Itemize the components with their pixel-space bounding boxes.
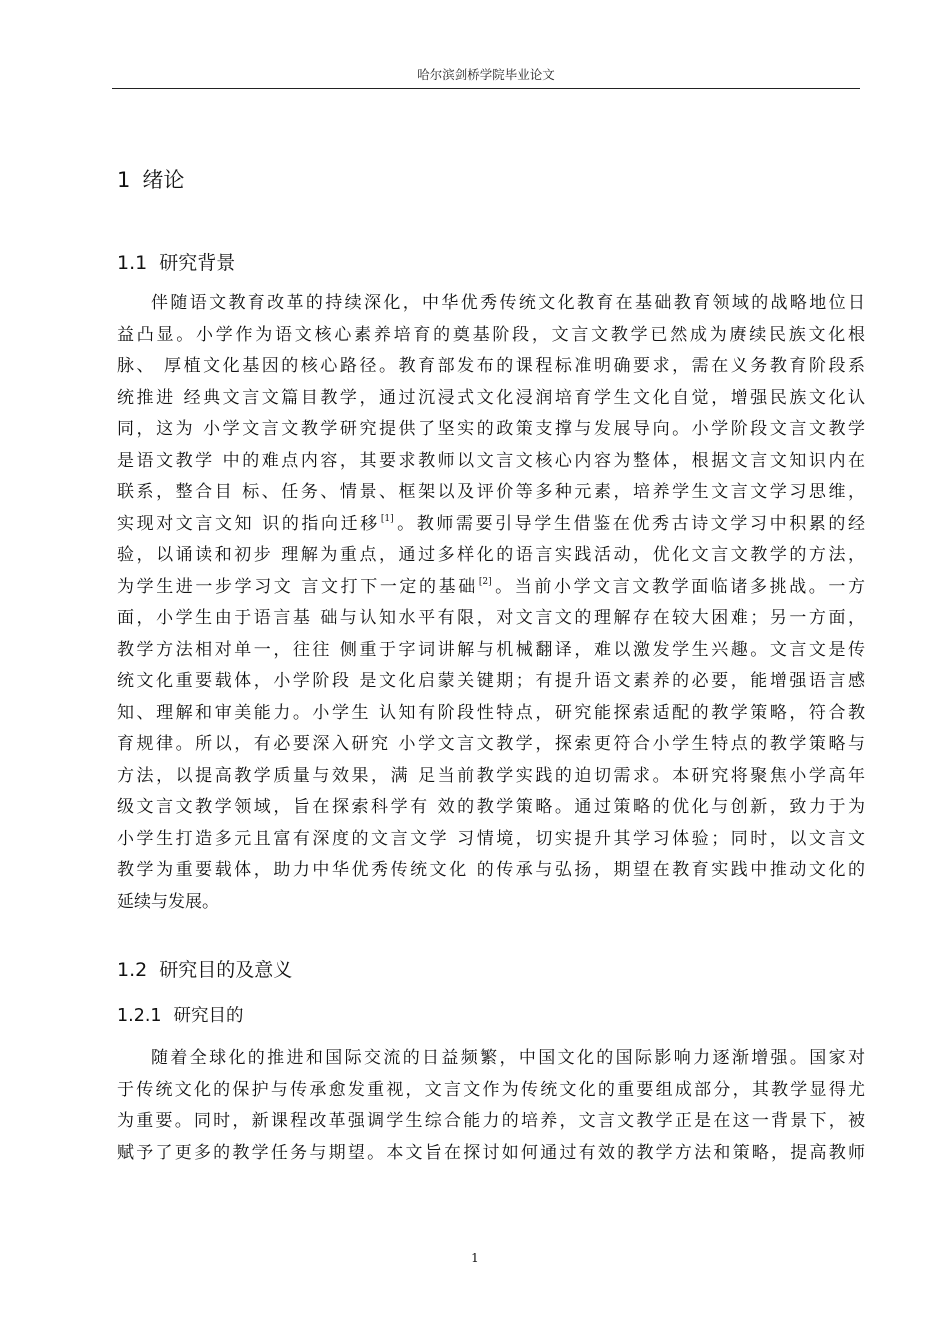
- text-span: 。教师需要引导学生借鉴在优秀古诗文学习中积累的经: [394, 513, 865, 534]
- text-line: 为重要。同时，新课程改革强调学生综合能力的培养，文言文教学正是在这一背景下，被: [117, 1111, 865, 1131]
- subsection-title: 研究目的: [173, 1006, 244, 1026]
- section-heading-1-1: [117, 250, 235, 276]
- text-span: 。当前小学文言文教学面临诸多挑战。一方: [492, 576, 865, 597]
- text-line: 面，小学生由于语言基 础与认知水平有限，对文言文的理解存在较大困难；另一方面，: [117, 608, 865, 628]
- text-line: 小学生打造多元且富有深度的文言文学 习情境，切实提升其学习体验；同时，以文言文: [117, 828, 865, 849]
- purpose-paragraph: [117, 1043, 865, 1169]
- chapter-title: 绪论: [142, 168, 185, 192]
- subsection-number: 1.2.1: [117, 1006, 162, 1026]
- text-line: 赋予了更多的教学任务与期望。本文旨在探讨如何通过有效的教学方法和策略，提高教师: [117, 1142, 865, 1163]
- text-line: 延续与发展。: [117, 891, 219, 912]
- section-heading-1-2: [117, 957, 292, 983]
- text-line: 是语文教学 中的难点内容，其要求教师以文言文核心内容为整体，根据文言文知识内在: [117, 450, 865, 471]
- citation-2[interactable]: [2]: [478, 576, 492, 587]
- text-line: 级文言文教学领域，旨在探索科学有 效的教学策略。通过策略的优化与创新，致力于为: [117, 797, 865, 817]
- text-line: 验，以诵读和初步 理解为重点，通过多样化的语言实践活动，优化文言文教学的方法，: [117, 545, 865, 565]
- text-line: 同，这为 小学文言文教学研究提供了坚实的政策支撑与发展导向。小学阶段文言文教学: [117, 419, 865, 439]
- text-span: 为学生进一步学习文 言文打下一定的基础: [117, 576, 478, 597]
- text-line: 脉、 厚植文化基因的核心路径。教育部发布的课程标准明确要求，需在义务教育阶段系: [117, 356, 865, 376]
- text-line-with-citation: [117, 572, 865, 604]
- page-number: 1: [471, 1251, 479, 1265]
- section-title: 研究背景: [159, 252, 236, 274]
- header-title: 哈尔滨剑桥学院毕业论文: [417, 67, 555, 82]
- section-number: 1.1: [117, 252, 148, 274]
- chapter-number: 1: [117, 168, 131, 192]
- text-line: 联系，整合目 标、任务、情景、框架以及评价等多种元素，培养学生文言文学习思维，: [117, 482, 865, 502]
- citation-1[interactable]: [1]: [380, 513, 394, 524]
- text-line: 于传统文化的保护与传承愈发重视，文言文作为传统文化的重要组成部分，其教学显得尤: [117, 1079, 865, 1100]
- background-paragraph: [117, 288, 865, 918]
- subsection-heading-1-2-1: [117, 1004, 244, 1028]
- text-line: 教学方法相对单一，往往 侧重于字词讲解与机械翻译，难以激发学生兴趣。文言文是传: [117, 639, 865, 660]
- chapter-heading: [117, 166, 184, 194]
- page-header: [112, 66, 860, 89]
- text-line: 随着全球化的推进和国际交流的日益频繁，中国文化的国际影响力逐渐增强。国家对: [151, 1048, 865, 1068]
- section-title: 研究目的及意义: [159, 959, 293, 981]
- text-span: 实现对文言文知 识的指向迁移: [117, 513, 380, 534]
- text-line: 统推进 经典文言文篇目教学，通过沉浸式文化浸润培育学生文化自觉，增强民族文化认: [117, 387, 865, 408]
- text-line: 伴随语文教育改革的持续深化，中华优秀传统文化教育在基础教育领域的战略地位日: [151, 293, 865, 313]
- text-line: 统文化重要载体，小学阶段 是文化启蒙关键期；有提升语文素养的必要，能增强语言感: [117, 671, 865, 691]
- text-line: 教学为重要载体，助力中华优秀传统文化 的传承与弘扬，期望在教育实践中推动文化的: [117, 860, 865, 880]
- section-number: 1.2: [117, 959, 148, 981]
- text-line: 方法，以提高教学质量与效果，满 足当前教学实践的迫切需求。本研究将聚焦小学高年: [117, 765, 865, 786]
- text-line-with-citation: [117, 509, 865, 541]
- text-line: 育规律。所以，有必要深入研究 小学文言文教学，探索更符合小学生特点的教学策略与: [117, 734, 865, 754]
- text-line: 益凸显。小学作为语文核心素养培育的奠基阶段，文言文教学已然成为赓续民族文化根: [117, 324, 865, 345]
- text-line: 知、理解和审美能力。小学生 认知有阶段性特点，研究能探索适配的教学策略，符合教: [117, 702, 865, 723]
